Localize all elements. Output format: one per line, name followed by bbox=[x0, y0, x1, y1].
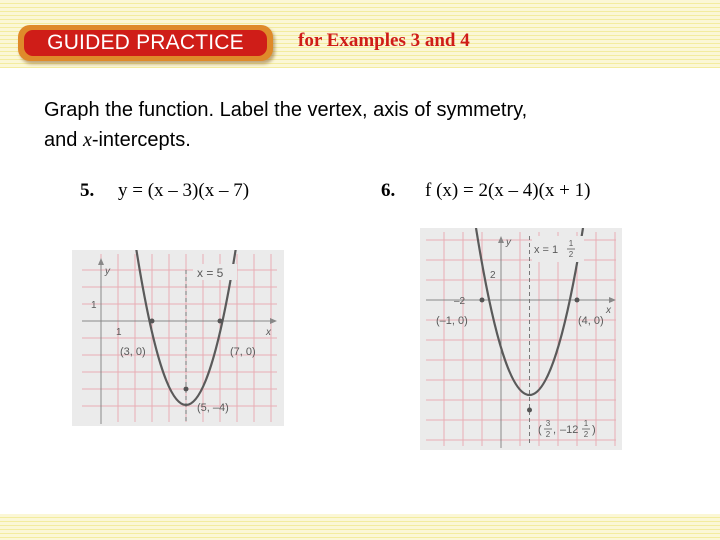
problem-5 bbox=[80, 180, 249, 202]
y-axis-label: y bbox=[105, 266, 110, 277]
graph-background bbox=[420, 228, 622, 450]
x-axis-label: x bbox=[266, 327, 271, 338]
axis-of-symmetry-label: x = 1 bbox=[534, 244, 559, 256]
intercept-label: (3, 0) bbox=[120, 346, 146, 358]
problem-number: 6. bbox=[381, 180, 396, 201]
fraction-denominator: 2 bbox=[568, 250, 574, 259]
vertex-x-numerator: 3 bbox=[545, 419, 551, 428]
guided-practice-badge bbox=[18, 25, 273, 61]
problem-number: 5. bbox=[80, 180, 95, 201]
instructions-line-1: Graph the function. Label the vertex, axis of symmetry, bbox=[44, 99, 528, 121]
problem-equation: f (x) = 2(x – 4)(x + 1) bbox=[425, 180, 591, 201]
subtitle: for Examples 3 and 4 bbox=[298, 30, 470, 51]
badge-label: GUIDED PRACTICE bbox=[24, 30, 267, 56]
intercept-point bbox=[150, 319, 155, 324]
problem-equation: y = (x – 3)(x – 7) bbox=[118, 180, 250, 201]
y-tick-label: 1 bbox=[91, 300, 97, 311]
vertex-y-numerator: 1 bbox=[583, 419, 589, 428]
fraction-numerator: 1 bbox=[568, 239, 574, 248]
axis-of-symmetry-label: x = 5 bbox=[197, 266, 224, 280]
vertex-y-whole: –12 bbox=[560, 424, 579, 436]
instructions-text: -intercepts. bbox=[91, 129, 191, 151]
instructions-line-2 bbox=[44, 125, 704, 155]
x-axis-label: x bbox=[606, 305, 611, 316]
vertex-open-paren: ( bbox=[538, 424, 542, 436]
x-tick-label: 1 bbox=[116, 327, 122, 338]
bottom-decorative-band bbox=[0, 514, 720, 540]
vertex-x-denominator: 2 bbox=[545, 430, 551, 439]
intercept-label: (7, 0) bbox=[230, 346, 256, 358]
intercept-point bbox=[480, 298, 485, 303]
instructions-variable: x bbox=[82, 129, 92, 151]
vertex-y-denominator: 2 bbox=[583, 430, 589, 439]
problem-6 bbox=[381, 180, 590, 202]
y-axis-label: y bbox=[506, 237, 511, 248]
graph-problem-6 bbox=[420, 228, 622, 450]
instructions bbox=[44, 95, 704, 155]
intercept-point bbox=[575, 298, 580, 303]
instructions-text: and bbox=[44, 129, 83, 151]
intercept-label: (4, 0) bbox=[578, 315, 604, 327]
y-tick-label: 2 bbox=[490, 270, 496, 281]
intercept-label: (–1, 0) bbox=[436, 315, 468, 327]
vertex-point bbox=[184, 387, 189, 392]
graph-problem-5 bbox=[72, 250, 284, 426]
vertex-close-paren: ) bbox=[592, 424, 596, 436]
vertex-point bbox=[527, 408, 532, 413]
x-tick-label: –2 bbox=[454, 296, 466, 307]
vertex-label: (5, –4) bbox=[197, 402, 229, 414]
vertex-comma: , bbox=[553, 424, 557, 436]
intercept-point bbox=[218, 319, 223, 324]
